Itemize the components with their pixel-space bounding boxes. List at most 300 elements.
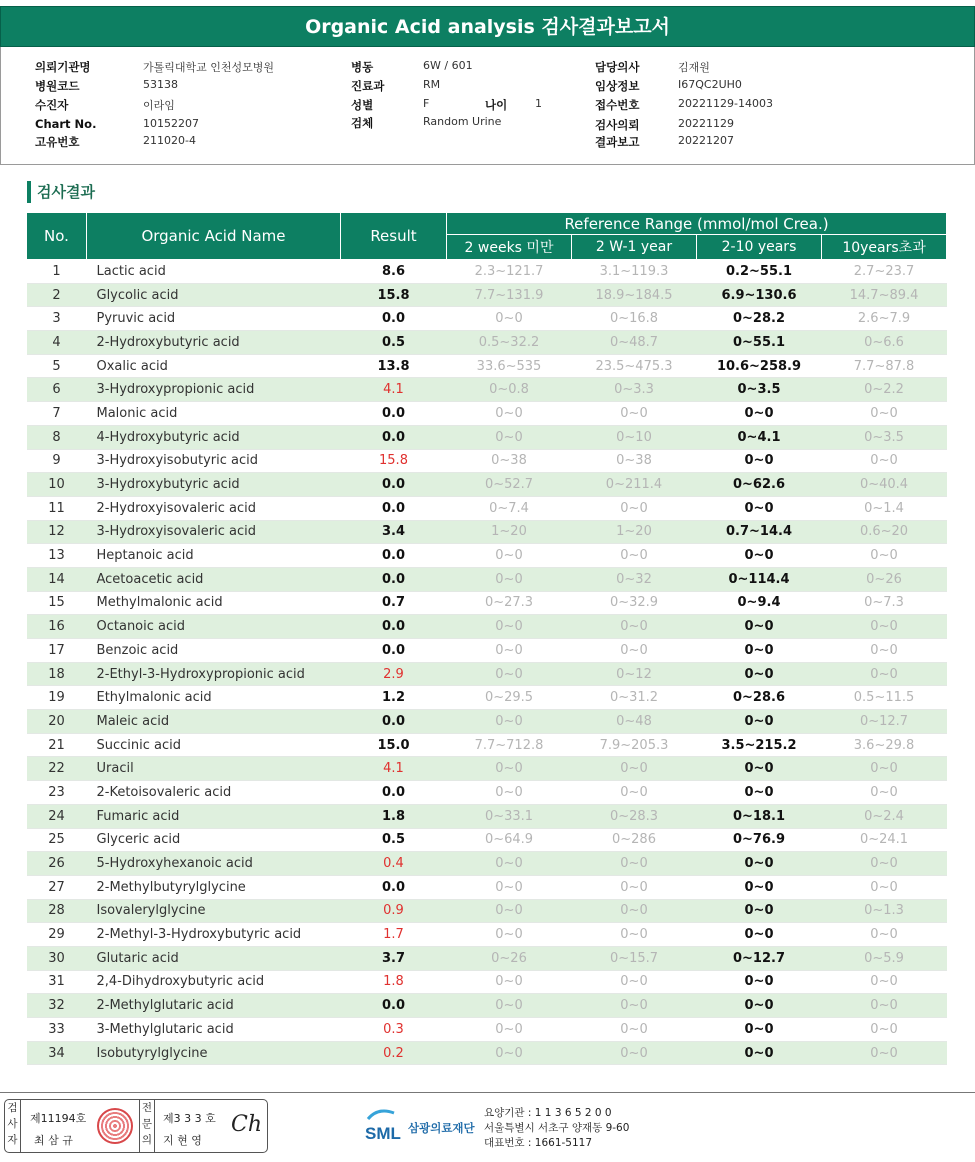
row-acid-name: 2-Hydroxybutyric acid — [87, 331, 341, 355]
patient-label: 수진자 — [35, 98, 69, 112]
row-ref-10y: 2.6~7.9 — [822, 307, 947, 331]
row-acid-name: Lactic acid — [87, 260, 341, 284]
logo-text: SML — [365, 1124, 401, 1143]
row-no: 6 — [27, 378, 87, 402]
age-value: 1 — [535, 97, 542, 110]
row-acid-name: Pyruvic acid — [87, 307, 341, 331]
signature-box — [4, 1099, 268, 1153]
row-acid-name: 2-Methylglutaric acid — [87, 994, 341, 1018]
row-result: 2.9 — [341, 662, 447, 686]
row-ref-2w1y: 0~3.3 — [572, 378, 697, 402]
row-ref-2-10y: 0~0 — [697, 710, 822, 734]
row-ref-2w: 0~0 — [447, 970, 572, 994]
row-acid-name: Ethylmalonic acid — [87, 686, 341, 710]
row-ref-10y: 0~0 — [822, 970, 947, 994]
row-ref-2w: 7.7~131.9 — [447, 283, 572, 307]
col-ref-header: Reference Range (mmol/mol Crea.) — [447, 213, 947, 235]
request-row — [595, 117, 734, 133]
row-ref-2w: 0~0.8 — [447, 378, 572, 402]
row-acid-name: 3-Hydroxypropionic acid — [87, 378, 341, 402]
row-no: 12 — [27, 520, 87, 544]
row-acid-name: 3-Hydroxybutyric acid — [87, 473, 341, 497]
row-no: 19 — [27, 686, 87, 710]
row-no: 31 — [27, 970, 87, 994]
row-ref-2-10y: 0~0 — [697, 449, 822, 473]
table-row — [27, 828, 947, 852]
row-ref-2-10y: 0~0 — [697, 402, 822, 426]
row-result: 15.8 — [341, 449, 447, 473]
row-ref-10y: 0~1.4 — [822, 496, 947, 520]
row-no: 22 — [27, 757, 87, 781]
table-row — [27, 804, 947, 828]
signature-mark: Ch — [231, 1112, 263, 1137]
receipt-label: 접수번호 — [595, 98, 640, 112]
row-acid-name: Isovalerylglycine — [87, 899, 341, 923]
request-value: 20221129 — [678, 117, 734, 130]
row-ref-2w: 0~0 — [447, 544, 572, 568]
row-ref-2-10y: 0~0 — [697, 757, 822, 781]
row-ref-2-10y: 0~0 — [697, 899, 822, 923]
row-ref-2w: 0~0 — [447, 639, 572, 663]
table-row — [27, 402, 947, 426]
row-ref-2-10y: 0~0 — [697, 923, 822, 947]
specimen-value: Random Urine — [423, 115, 502, 128]
dept-value: RM — [423, 78, 441, 91]
row-ref-10y: 0~0 — [822, 449, 947, 473]
table-row — [27, 710, 947, 734]
row-ref-2w1y: 0~0 — [572, 1041, 697, 1065]
row-no: 11 — [27, 496, 87, 520]
ref-col-header: 10years초과 — [822, 235, 947, 260]
row-result: 15.0 — [341, 733, 447, 757]
row-ref-10y: 0.5~11.5 — [822, 686, 947, 710]
row-ref-2w: 33.6~535 — [447, 354, 572, 378]
unique-value: 211020-4 — [143, 134, 196, 147]
row-result: 8.6 — [341, 260, 447, 284]
org-name: 삼광의료재단 — [408, 1121, 475, 1135]
hospital-code-value: 53138 — [143, 78, 178, 91]
table-row — [27, 875, 947, 899]
row-ref-2w: 0~0 — [447, 923, 572, 947]
row-ref-2w: 0~0 — [447, 1041, 572, 1065]
row-no: 3 — [27, 307, 87, 331]
row-acid-name: 2-Ketoisovaleric acid — [87, 781, 341, 805]
table-row — [27, 354, 947, 378]
row-ref-2-10y: 0~55.1 — [697, 331, 822, 355]
row-no: 24 — [27, 804, 87, 828]
row-no: 1 — [27, 260, 87, 284]
row-ref-10y: 0~0 — [822, 757, 947, 781]
report-value: 20221207 — [678, 134, 734, 147]
specimen-label: 검체 — [351, 116, 374, 130]
row-result: 4.1 — [341, 757, 447, 781]
specialist-name: 지 현 영 — [163, 1134, 202, 1147]
unique-label: 고유번호 — [35, 135, 80, 149]
row-ref-2w1y: 0~0 — [572, 781, 697, 805]
table-row — [27, 449, 947, 473]
row-ref-2-10y: 0.7~14.4 — [697, 520, 822, 544]
table-row — [27, 852, 947, 876]
row-result: 0.3 — [341, 1018, 447, 1042]
sml-logo-icon — [364, 1105, 406, 1149]
address: 서울특별시 서초구 양재동 9-60 — [484, 1122, 630, 1134]
row-acid-name: 2-Methyl-3-Hydroxybutyric acid — [87, 923, 341, 947]
institution-label: 의뢰기관명 — [35, 60, 91, 74]
row-ref-2-10y: 0~0 — [697, 639, 822, 663]
row-no: 16 — [27, 615, 87, 639]
table-row — [27, 331, 947, 355]
seal-stamp-icon — [97, 1108, 133, 1144]
row-ref-2-10y: 0~12.7 — [697, 946, 822, 970]
row-ref-2-10y: 0~0 — [697, 875, 822, 899]
table-row — [27, 1041, 947, 1065]
results-table — [26, 212, 947, 1065]
row-ref-2w1y: 0~15.7 — [572, 946, 697, 970]
table-row — [27, 473, 947, 497]
row-ref-2w1y: 23.5~475.3 — [572, 354, 697, 378]
row-ref-10y: 0~5.9 — [822, 946, 947, 970]
institution-code: 요양기관 : 1 1 3 6 5 2 0 0 — [484, 1107, 612, 1119]
row-result: 3.7 — [341, 946, 447, 970]
specialist-label-text: 전문의 — [141, 1102, 153, 1146]
row-ref-10y: 0~0 — [822, 402, 947, 426]
row-result: 0.7 — [341, 591, 447, 615]
patient-value: 이라임 — [143, 99, 175, 112]
clinical-row — [595, 78, 742, 94]
row-ref-2w: 0~0 — [447, 615, 572, 639]
row-ref-2w: 0~27.3 — [447, 591, 572, 615]
table-row — [27, 757, 947, 781]
row-ref-10y: 0~40.4 — [822, 473, 947, 497]
row-ref-2w1y: 18.9~184.5 — [572, 283, 697, 307]
doctor-value: 김재원 — [678, 61, 710, 74]
table-row — [27, 781, 947, 805]
clinical-label: 임상정보 — [595, 79, 640, 93]
row-result: 1.8 — [341, 970, 447, 994]
row-ref-10y: 0~0 — [822, 662, 947, 686]
row-ref-2w: 0~0 — [447, 781, 572, 805]
row-ref-2-10y: 0~0 — [697, 544, 822, 568]
row-ref-2w: 2.3~121.7 — [447, 260, 572, 284]
table-row — [27, 1018, 947, 1042]
row-result: 0.4 — [341, 852, 447, 876]
row-ref-2w1y: 0~28.3 — [572, 804, 697, 828]
row-ref-2w: 0~0 — [447, 994, 572, 1018]
row-ref-2w1y: 0~0 — [572, 639, 697, 663]
unique-row — [35, 134, 196, 150]
row-result: 15.8 — [341, 283, 447, 307]
row-ref-2w1y: 0~0 — [572, 970, 697, 994]
row-ref-2w: 0~7.4 — [447, 496, 572, 520]
row-no: 7 — [27, 402, 87, 426]
row-no: 32 — [27, 994, 87, 1018]
row-ref-10y: 0~0 — [822, 994, 947, 1018]
specialist-label — [139, 1100, 155, 1152]
row-acid-name: 2-Methylbutyrylglycine — [87, 875, 341, 899]
row-no: 9 — [27, 449, 87, 473]
row-no: 29 — [27, 923, 87, 947]
row-acid-name: 3-Hydroxyisobutyric acid — [87, 449, 341, 473]
row-ref-2w1y: 0~0 — [572, 875, 697, 899]
col-no-header: No. — [27, 213, 87, 260]
row-result: 1.2 — [341, 686, 447, 710]
report-row — [595, 134, 734, 150]
table-row — [27, 283, 947, 307]
row-ref-2w1y: 0~0 — [572, 496, 697, 520]
row-ref-2-10y: 0.2~55.1 — [697, 260, 822, 284]
row-ref-2-10y: 3.5~215.2 — [697, 733, 822, 757]
ward-row — [351, 59, 473, 75]
row-ref-10y: 0~0 — [822, 852, 947, 876]
row-ref-2-10y: 0~0 — [697, 852, 822, 876]
row-no: 23 — [27, 781, 87, 805]
table-row — [27, 994, 947, 1018]
tester-name: 최 삼 규 — [34, 1134, 73, 1147]
row-ref-10y: 0~2.2 — [822, 378, 947, 402]
row-no: 30 — [27, 946, 87, 970]
report-footer — [0, 1092, 975, 1162]
request-label: 검사의뢰 — [595, 118, 640, 132]
row-ref-2-10y: 0~76.9 — [697, 828, 822, 852]
row-acid-name: Succinic acid — [87, 733, 341, 757]
row-no: 25 — [27, 828, 87, 852]
row-ref-10y: 0~0 — [822, 1041, 947, 1065]
row-ref-2-10y: 0~9.4 — [697, 591, 822, 615]
table-row — [27, 591, 947, 615]
row-no: 13 — [27, 544, 87, 568]
row-ref-10y: 0~0 — [822, 544, 947, 568]
receipt-value: 20221129-14003 — [678, 97, 773, 110]
institution-row — [35, 59, 275, 75]
row-acid-name: Isobutyrylglycine — [87, 1041, 341, 1065]
row-result: 0.0 — [341, 567, 447, 591]
chart-label: Chart No. — [35, 117, 97, 131]
row-result: 0.0 — [341, 994, 447, 1018]
row-ref-10y: 0~0 — [822, 923, 947, 947]
row-result: 1.8 — [341, 804, 447, 828]
row-ref-10y: 0~1.3 — [822, 899, 947, 923]
tester-license: 제11194호 — [30, 1112, 87, 1125]
row-ref-10y: 0~0 — [822, 875, 947, 899]
row-no: 33 — [27, 1018, 87, 1042]
row-ref-2w: 0~0 — [447, 710, 572, 734]
table-row — [27, 970, 947, 994]
row-acid-name: Octanoic acid — [87, 615, 341, 639]
clinical-value: I67QC2UH0 — [678, 78, 742, 91]
row-result: 0.0 — [341, 615, 447, 639]
table-row — [27, 520, 947, 544]
row-ref-2-10y: 0~0 — [697, 994, 822, 1018]
row-ref-2w1y: 0~211.4 — [572, 473, 697, 497]
row-ref-2w1y: 0~38 — [572, 449, 697, 473]
row-acid-name: Methylmalonic acid — [87, 591, 341, 615]
row-result: 4.1 — [341, 378, 447, 402]
tester-label — [5, 1100, 21, 1152]
receipt-row — [595, 97, 773, 113]
row-ref-10y: 0~3.5 — [822, 425, 947, 449]
row-ref-10y: 2.7~23.7 — [822, 260, 947, 284]
dept-label: 진료과 — [351, 79, 385, 93]
row-acid-name: 2-Ethyl-3-Hydroxypropionic acid — [87, 662, 341, 686]
row-acid-name: 4-Hydroxybutyric acid — [87, 425, 341, 449]
row-no: 5 — [27, 354, 87, 378]
row-result: 0.0 — [341, 875, 447, 899]
row-ref-2w1y: 0~0 — [572, 994, 697, 1018]
results-body — [27, 260, 947, 1065]
row-acid-name: Malonic acid — [87, 402, 341, 426]
row-ref-2w: 0~0 — [447, 852, 572, 876]
row-ref-2-10y: 6.9~130.6 — [697, 283, 822, 307]
row-acid-name: Glutaric acid — [87, 946, 341, 970]
row-no: 8 — [27, 425, 87, 449]
row-result: 0.0 — [341, 639, 447, 663]
row-acid-name: Oxalic acid — [87, 354, 341, 378]
row-ref-2w: 0~0 — [447, 1018, 572, 1042]
row-ref-2w: 0~0 — [447, 307, 572, 331]
chart-value: 10152207 — [143, 117, 199, 130]
row-ref-10y: 0~0 — [822, 1018, 947, 1042]
tester-label-text: 검사자 — [7, 1102, 18, 1146]
row-no: 21 — [27, 733, 87, 757]
row-ref-2w: 7.7~712.8 — [447, 733, 572, 757]
row-ref-2w1y: 0~32 — [572, 567, 697, 591]
row-ref-2-10y: 10.6~258.9 — [697, 354, 822, 378]
row-ref-2w: 0~0 — [447, 567, 572, 591]
row-ref-2-10y: 0~0 — [697, 970, 822, 994]
row-ref-2-10y: 0~0 — [697, 615, 822, 639]
doctor-label: 담당의사 — [595, 60, 640, 74]
row-result: 0.0 — [341, 496, 447, 520]
hospital-code-label: 병원코드 — [35, 79, 80, 93]
row-acid-name: 2,4-Dihydroxybutyric acid — [87, 970, 341, 994]
row-no: 34 — [27, 1041, 87, 1065]
row-ref-2w: 0~64.9 — [447, 828, 572, 852]
row-no: 20 — [27, 710, 87, 734]
table-row — [27, 260, 947, 284]
col-result-header: Result — [341, 213, 447, 260]
row-no: 14 — [27, 567, 87, 591]
row-no: 28 — [27, 899, 87, 923]
row-ref-2w: 0~0 — [447, 757, 572, 781]
row-acid-name: Heptanoic acid — [87, 544, 341, 568]
row-acid-name: Benzoic acid — [87, 639, 341, 663]
table-row — [27, 425, 947, 449]
ward-label: 병동 — [351, 60, 374, 74]
row-ref-2w1y: 0~0 — [572, 615, 697, 639]
row-ref-10y: 3.6~29.8 — [822, 733, 947, 757]
section-title: 검사결과 — [27, 181, 95, 203]
row-no: 15 — [27, 591, 87, 615]
sex-row — [351, 97, 430, 113]
row-result: 0.0 — [341, 473, 447, 497]
row-result: 0.5 — [341, 828, 447, 852]
row-ref-2w1y: 0~0 — [572, 852, 697, 876]
row-ref-10y: 0~6.6 — [822, 331, 947, 355]
table-row — [27, 567, 947, 591]
row-ref-2w: 0~29.5 — [447, 686, 572, 710]
row-ref-2-10y: 0~3.5 — [697, 378, 822, 402]
row-ref-10y: 0~0 — [822, 639, 947, 663]
patient-info-panel — [0, 47, 975, 165]
table-row — [27, 307, 947, 331]
col-name-header: Organic Acid Name — [87, 213, 341, 260]
row-ref-2-10y: 0~0 — [697, 1018, 822, 1042]
row-ref-2w1y: 3.1~119.3 — [572, 260, 697, 284]
table-row — [27, 544, 947, 568]
row-ref-10y: 0~0 — [822, 781, 947, 805]
row-ref-2-10y: 0~114.4 — [697, 567, 822, 591]
row-acid-name: Fumaric acid — [87, 804, 341, 828]
table-row — [27, 946, 947, 970]
table-row — [27, 899, 947, 923]
row-ref-10y: 7.7~87.8 — [822, 354, 947, 378]
row-ref-2-10y: 0~28.2 — [697, 307, 822, 331]
doctor-row — [595, 59, 710, 75]
row-no: 27 — [27, 875, 87, 899]
institution-value: 가톨릭대학교 인천성모병원 — [143, 61, 275, 74]
row-ref-2w: 0~52.7 — [447, 473, 572, 497]
row-result: 13.8 — [341, 354, 447, 378]
row-ref-2w: 0~26 — [447, 946, 572, 970]
patient-row — [35, 97, 175, 113]
row-acid-name: 3-Hydroxyisovaleric acid — [87, 520, 341, 544]
table-row — [27, 923, 947, 947]
row-result: 0.0 — [341, 425, 447, 449]
row-ref-2-10y: 0~0 — [697, 496, 822, 520]
row-ref-2w: 0~38 — [447, 449, 572, 473]
row-ref-2-10y: 0~18.1 — [697, 804, 822, 828]
ref-col-header: 2-10 years — [697, 235, 822, 260]
row-ref-2w1y: 0~48 — [572, 710, 697, 734]
row-no: 26 — [27, 852, 87, 876]
row-ref-2w1y: 0~31.2 — [572, 686, 697, 710]
row-result: 0.9 — [341, 899, 447, 923]
row-ref-2w1y: 0~10 — [572, 425, 697, 449]
ward-value: 6W / 601 — [423, 59, 473, 72]
row-no: 2 — [27, 283, 87, 307]
phone: 대표번호 : 1661-5117 — [484, 1137, 593, 1149]
row-result: 1.7 — [341, 923, 447, 947]
age-label: 나이 — [485, 98, 508, 112]
row-ref-2-10y: 0~4.1 — [697, 425, 822, 449]
row-result: 0.0 — [341, 544, 447, 568]
row-ref-2w1y: 0~0 — [572, 402, 697, 426]
sex-value: F — [423, 97, 430, 110]
row-ref-2w: 0~0 — [447, 899, 572, 923]
ref-col-header: 2 W-1 year — [572, 235, 697, 260]
row-acid-name: 2-Hydroxyisovaleric acid — [87, 496, 341, 520]
row-ref-10y: 0~0 — [822, 615, 947, 639]
table-row — [27, 733, 947, 757]
row-acid-name: Glycolic acid — [87, 283, 341, 307]
row-ref-10y: 0~24.1 — [822, 828, 947, 852]
row-ref-10y: 0.6~20 — [822, 520, 947, 544]
table-row — [27, 639, 947, 663]
table-row — [27, 662, 947, 686]
chart-row — [35, 117, 199, 131]
hospital-code-row — [35, 78, 178, 94]
row-ref-2w: 0~0 — [447, 875, 572, 899]
row-acid-name: Acetoacetic acid — [87, 567, 341, 591]
row-ref-2w1y: 0~0 — [572, 757, 697, 781]
row-ref-2w1y: 0~16.8 — [572, 307, 697, 331]
table-row — [27, 496, 947, 520]
row-acid-name: Maleic acid — [87, 710, 341, 734]
row-ref-2w1y: 0~0 — [572, 544, 697, 568]
report-label: 결과보고 — [595, 135, 640, 149]
row-ref-2w: 1~20 — [447, 520, 572, 544]
row-ref-2-10y: 0~0 — [697, 662, 822, 686]
